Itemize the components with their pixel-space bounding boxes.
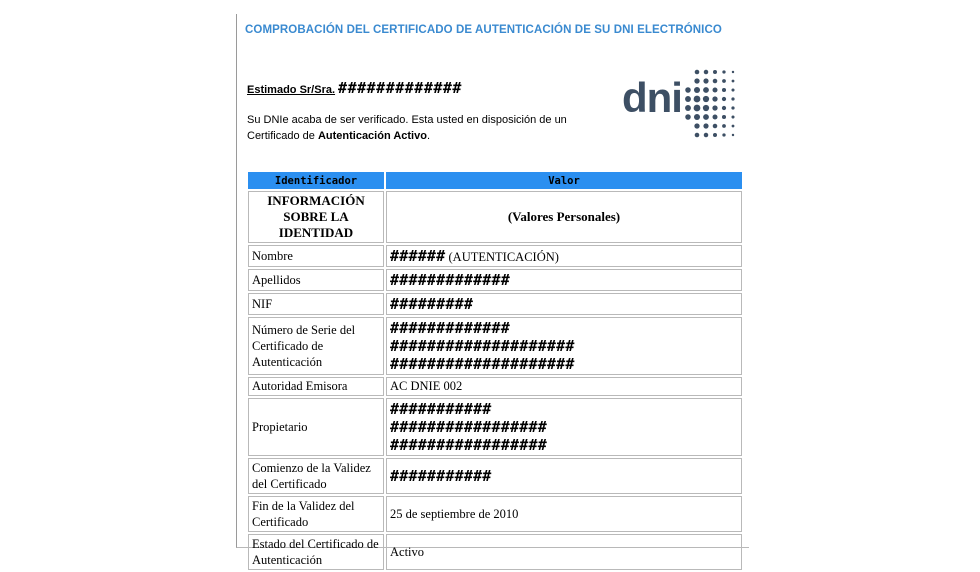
logo-dot <box>695 70 700 75</box>
row-value-nombre <box>386 245 742 267</box>
row-label-numero-serie: Número de Serie del Certificado de Autenticación <box>248 317 384 375</box>
logo-dot <box>722 106 726 110</box>
row-label-autoridad: Autoridad Emisora <box>248 377 384 396</box>
logo-dot <box>732 71 734 73</box>
row-label-comienzo: Comienzo de la Validez del Certificado <box>248 458 384 494</box>
nombre-suffix: (AUTENTICACIÓN) <box>445 250 559 264</box>
row-value-fin: 25 de septiembre de 2010 <box>386 496 742 532</box>
logo-dot <box>713 79 718 84</box>
logo-dot <box>703 78 708 83</box>
row-label-nif: NIF <box>248 293 384 315</box>
apellidos-hash: ############# <box>390 271 510 289</box>
col-header-valor: Valor <box>386 172 742 189</box>
logo-dot <box>685 96 691 102</box>
row-label-fin: Fin de la Validez del Certificado <box>248 496 384 532</box>
row-label-apellidos: Apellidos <box>248 269 384 291</box>
intro-body: Su DNIe acaba de ser verificado. Esta usted en disposición de un Certificado de <box>247 114 567 142</box>
logo-dot <box>712 96 717 101</box>
logo-dot <box>704 70 708 74</box>
row-value-estado: Activo <box>386 534 742 570</box>
comienzo-hash: ########### <box>390 467 492 485</box>
logo-dot <box>685 114 691 120</box>
logo-dot <box>703 123 708 128</box>
logo-dot <box>722 70 725 73</box>
logo-dot <box>713 70 717 74</box>
greeting-name: ############# <box>338 79 462 97</box>
logo-dot <box>703 105 709 111</box>
logo-dot <box>695 133 700 138</box>
logo-dot <box>722 88 726 92</box>
greeting <box>247 79 462 97</box>
row-value-autoridad: AC DNIE 002 <box>386 377 742 396</box>
logo-dot <box>731 88 734 91</box>
dni-logo <box>622 66 746 140</box>
logo-dot <box>694 114 700 120</box>
row-label-estado: Estado del Certificado de Autenticación <box>248 534 384 570</box>
logo-dot <box>722 133 725 136</box>
logo-dot <box>704 133 708 137</box>
greeting-label: Estimado Sr/Sra. <box>247 84 336 96</box>
logo-dot <box>722 124 726 128</box>
logo-dot <box>732 80 735 83</box>
propietario-line: ################# <box>390 418 547 436</box>
dni-logo-dots-icon <box>622 66 746 140</box>
intro-end: . <box>426 130 430 142</box>
section-label: INFORMACIÓN SOBRE LA IDENTIDAD <box>248 191 384 243</box>
logo-dot <box>722 79 726 83</box>
intro-emphasis: Autenticación Activo <box>317 130 427 142</box>
logo-dot <box>722 115 726 119</box>
intro-text <box>247 112 577 144</box>
serie-line: #################### <box>390 337 575 355</box>
logo-dot <box>703 96 709 102</box>
row-label-propietario: Propietario <box>248 398 384 456</box>
col-header-identificador: Identificador <box>248 172 384 189</box>
row-value-numero-serie <box>386 317 742 375</box>
row-value-comienzo <box>386 458 742 494</box>
logo-dot <box>722 97 726 101</box>
serie-line: ############# <box>390 319 510 337</box>
logo-dot <box>694 123 699 128</box>
row-value-apellidos <box>386 269 742 291</box>
nif-hash: ######### <box>390 295 474 313</box>
logo-dot <box>694 87 700 93</box>
page-title: COMPROBACIÓN DEL CERTIFICADO DE AUTENTICACIÓN DE SU DNI ELECTRÓNICO <box>245 24 722 36</box>
logo-dot <box>694 96 701 103</box>
certificate-table <box>246 170 744 572</box>
logo-dot <box>703 114 709 120</box>
propietario-line: ########### <box>390 400 492 418</box>
serie-line: #################### <box>390 355 575 373</box>
logo-dot <box>694 105 701 112</box>
row-value-nif <box>386 293 742 315</box>
propietario-line: ################# <box>390 436 547 454</box>
logo-dot <box>694 78 699 83</box>
logo-dot <box>703 87 709 93</box>
logo-dot <box>713 124 718 129</box>
logo-dot <box>685 105 691 111</box>
dni-logo-text: dni <box>622 74 682 121</box>
logo-dot <box>731 106 734 109</box>
nombre-hash: ###### <box>390 247 446 265</box>
logo-dot <box>712 87 717 92</box>
row-value-propietario <box>386 398 742 456</box>
logo-dot <box>712 105 717 110</box>
logo-dot <box>731 97 734 100</box>
logo-dot <box>713 133 717 137</box>
logo-dot <box>712 114 717 119</box>
logo-dot <box>731 115 734 118</box>
row-label-nombre: Nombre <box>248 245 384 267</box>
logo-dot <box>732 134 734 136</box>
logo-dot <box>732 125 735 128</box>
section-value: (Valores Personales) <box>386 191 742 243</box>
logo-dot <box>685 87 691 93</box>
